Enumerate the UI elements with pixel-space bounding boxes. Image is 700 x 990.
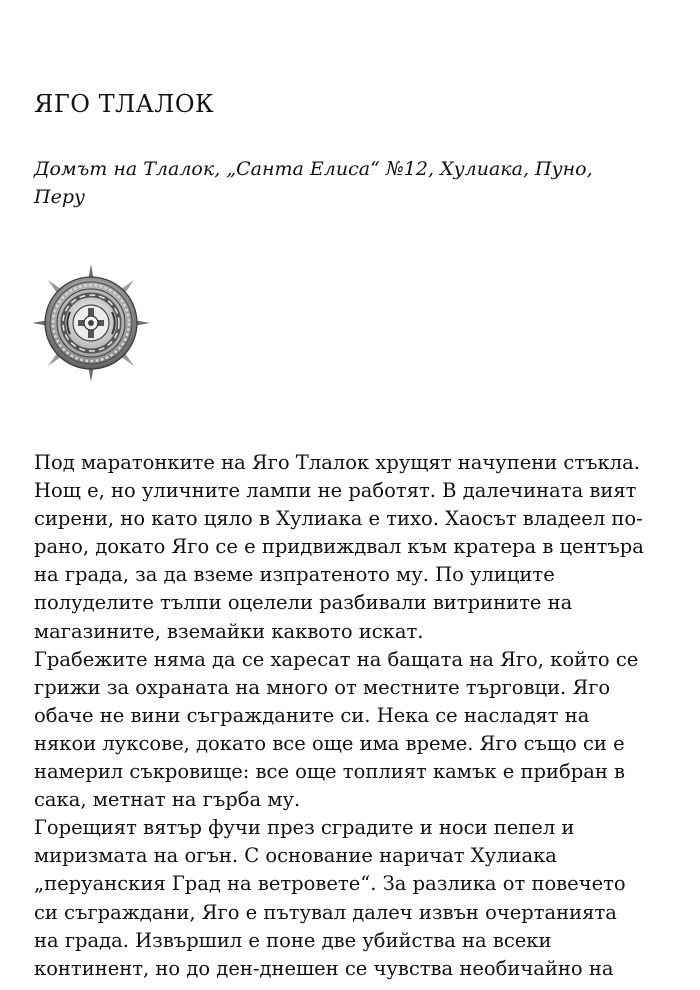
- text-line: си съграждани, Яго е пътувал далеч извън очертанията: [34, 900, 617, 924]
- text-line: рано, докато Яго се е придвиждвал към кратера в центъра: [34, 535, 644, 559]
- text-line: Нощ е, но уличните лампи не работят. В далечината вият: [34, 479, 637, 503]
- location-line: Домът на Тлалок, „Санта Елиса“ №12, Хулиака, Пуно,: [34, 158, 593, 180]
- compass-emblem-icon: [30, 262, 152, 384]
- text-line: на града, за да вземе изпратеното му. По улиците: [34, 563, 555, 587]
- text-line: някои луксове, докато все още има време. Яго също си е: [34, 731, 625, 755]
- text-line: миризмата на огън. С основание наричат Хулиака: [34, 844, 557, 868]
- text-line: сирени, но като цяло в Хулиака е тихо. Хаосът владеел по-: [34, 507, 643, 531]
- text-line: континент, но до ден-днешен се чувства необичайно на: [34, 956, 614, 980]
- location-line: Перу: [34, 186, 85, 208]
- text-line: Горещият вятър фучи през сградите и носи пепел и: [34, 816, 575, 840]
- text-line: полуделите тълпи оцелели разбивали витрините на: [34, 591, 573, 615]
- text-line: сака, метнат на гърба му.: [34, 788, 301, 812]
- chapter-body: [34, 449, 674, 983]
- text-line: намерил съкровище: все още топлият камък е прибран в: [34, 760, 625, 784]
- chapter-title: ЯГО ТЛАЛОК: [34, 90, 215, 118]
- paragraph: [34, 646, 674, 815]
- text-line: Грабежите няма да се харесат на бащата на Яго, който се: [34, 647, 639, 671]
- paragraph: [34, 449, 674, 646]
- text-line: на града. Извършил е поне две убийства на всеки: [34, 928, 552, 952]
- chapter-location: [34, 155, 654, 211]
- paragraph: [34, 814, 674, 983]
- text-line: магазините, вземайки каквото искат.: [34, 619, 424, 643]
- text-line: „перуанския Град на ветровете“. За разлика от повечето: [34, 872, 626, 896]
- text-line: Под маратонките на Яго Тлалок хрущят начупени стъкла.: [34, 451, 640, 474]
- text-line: обаче не вини съгражданите си. Нека се насладят на: [34, 703, 590, 727]
- text-line: грижи за охраната на много от местните търговци. Яго: [34, 675, 611, 699]
